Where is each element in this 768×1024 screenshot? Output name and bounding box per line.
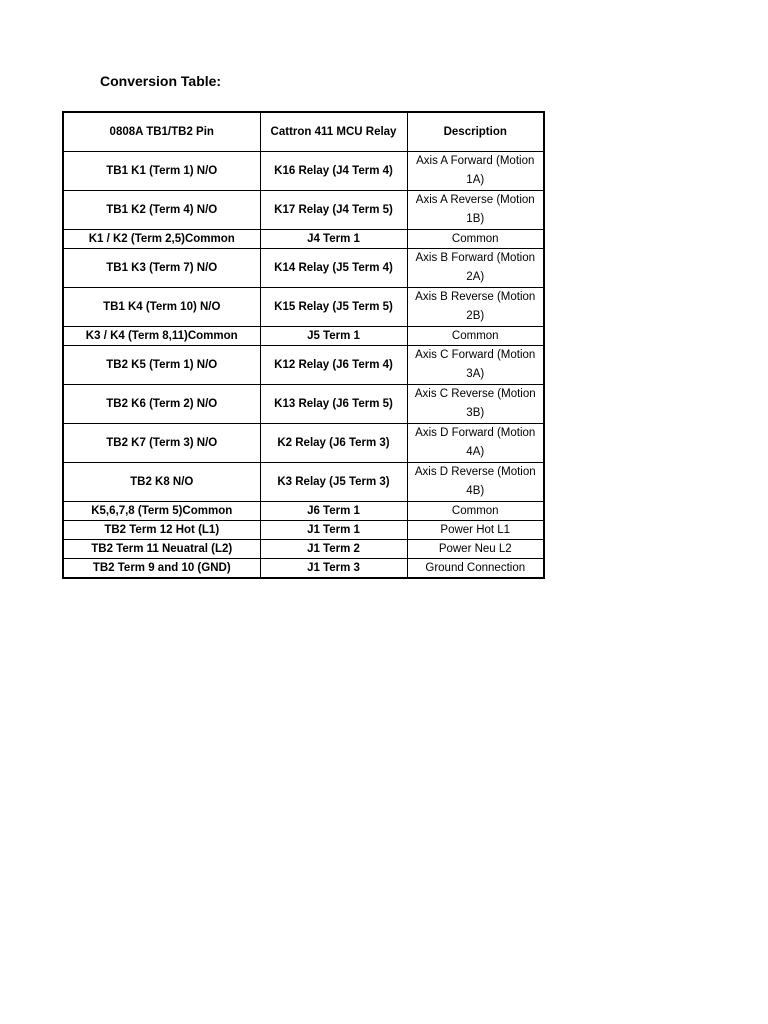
relay-cell: K16 Relay (J4 Term 4) [260,152,407,191]
relay-cell: K3 Relay (J5 Term 3) [260,463,407,502]
description-cell: Axis A Reverse (Motion 1B) [407,191,544,230]
table-header [63,112,544,152]
pin-cell: TB2 Term 9 and 10 (GND) [63,559,260,579]
pin-cell: TB2 Term 12 Hot (L1) [63,521,260,540]
table-row [63,288,544,327]
conversion-table [62,111,545,579]
column-header-pin: 0808A TB1/TB2 Pin [63,112,260,152]
relay-cell: J5 Term 1 [260,327,407,346]
relay-cell: K15 Relay (J5 Term 5) [260,288,407,327]
relay-cell: K17 Relay (J4 Term 5) [260,191,407,230]
pin-cell: TB1 K2 (Term 4) N/O [63,191,260,230]
description-cell: Ground Connection [407,559,544,579]
description-cell: Axis C Forward (Motion 3A) [407,346,544,385]
table-row [63,521,544,540]
pin-cell: TB2 K5 (Term 1) N/O [63,346,260,385]
table-row [63,385,544,424]
relay-cell: J6 Term 1 [260,502,407,521]
table-body [63,152,544,579]
table-row [63,502,544,521]
document-title: Conversion Table: [100,73,222,89]
pin-cell: K5,6,7,8 (Term 5)Common [63,502,260,521]
relay-cell: K14 Relay (J5 Term 4) [260,249,407,288]
table-row [63,463,544,502]
description-cell: Axis A Forward (Motion 1A) [407,152,544,191]
pin-cell: K3 / K4 (Term 8,11)Common [63,327,260,346]
description-cell: Power Hot L1 [407,521,544,540]
description-cell: Axis D Forward (Motion 4A) [407,424,544,463]
relay-cell: K13 Relay (J6 Term 5) [260,385,407,424]
pin-cell: TB2 K6 (Term 2) N/O [63,385,260,424]
relay-cell: J1 Term 1 [260,521,407,540]
column-header-description: Description [407,112,544,152]
table-row [63,540,544,559]
table-row [63,230,544,249]
relay-cell: K12 Relay (J6 Term 4) [260,346,407,385]
table-row [63,327,544,346]
table-row [63,191,544,230]
description-cell: Power Neu L2 [407,540,544,559]
pin-cell: TB2 K8 N/O [63,463,260,502]
relay-cell: J4 Term 1 [260,230,407,249]
table-row [63,249,544,288]
table-row [63,346,544,385]
table-row [63,152,544,191]
table-row [63,424,544,463]
description-cell: Common [407,230,544,249]
table-row [63,559,544,579]
relay-cell: J1 Term 3 [260,559,407,579]
description-cell: Axis D Reverse (Motion 4B) [407,463,544,502]
relay-cell: J1 Term 2 [260,540,407,559]
header-row [63,112,544,152]
relay-cell: K2 Relay (J6 Term 3) [260,424,407,463]
pin-cell: TB1 K4 (Term 10) N/O [63,288,260,327]
pin-cell: K1 / K2 (Term 2,5)Common [63,230,260,249]
pin-cell: TB2 K7 (Term 3) N/O [63,424,260,463]
description-cell: Common [407,327,544,346]
column-header-relay: Cattron 411 MCU Relay [260,112,407,152]
description-cell: Axis C Reverse (Motion 3B) [407,385,544,424]
pin-cell: TB2 Term 11 Neuatral (L2) [63,540,260,559]
description-cell: Common [407,502,544,521]
description-cell: Axis B Forward (Motion 2A) [407,249,544,288]
pin-cell: TB1 K1 (Term 1) N/O [63,152,260,191]
description-cell: Axis B Reverse (Motion 2B) [407,288,544,327]
pin-cell: TB1 K3 (Term 7) N/O [63,249,260,288]
